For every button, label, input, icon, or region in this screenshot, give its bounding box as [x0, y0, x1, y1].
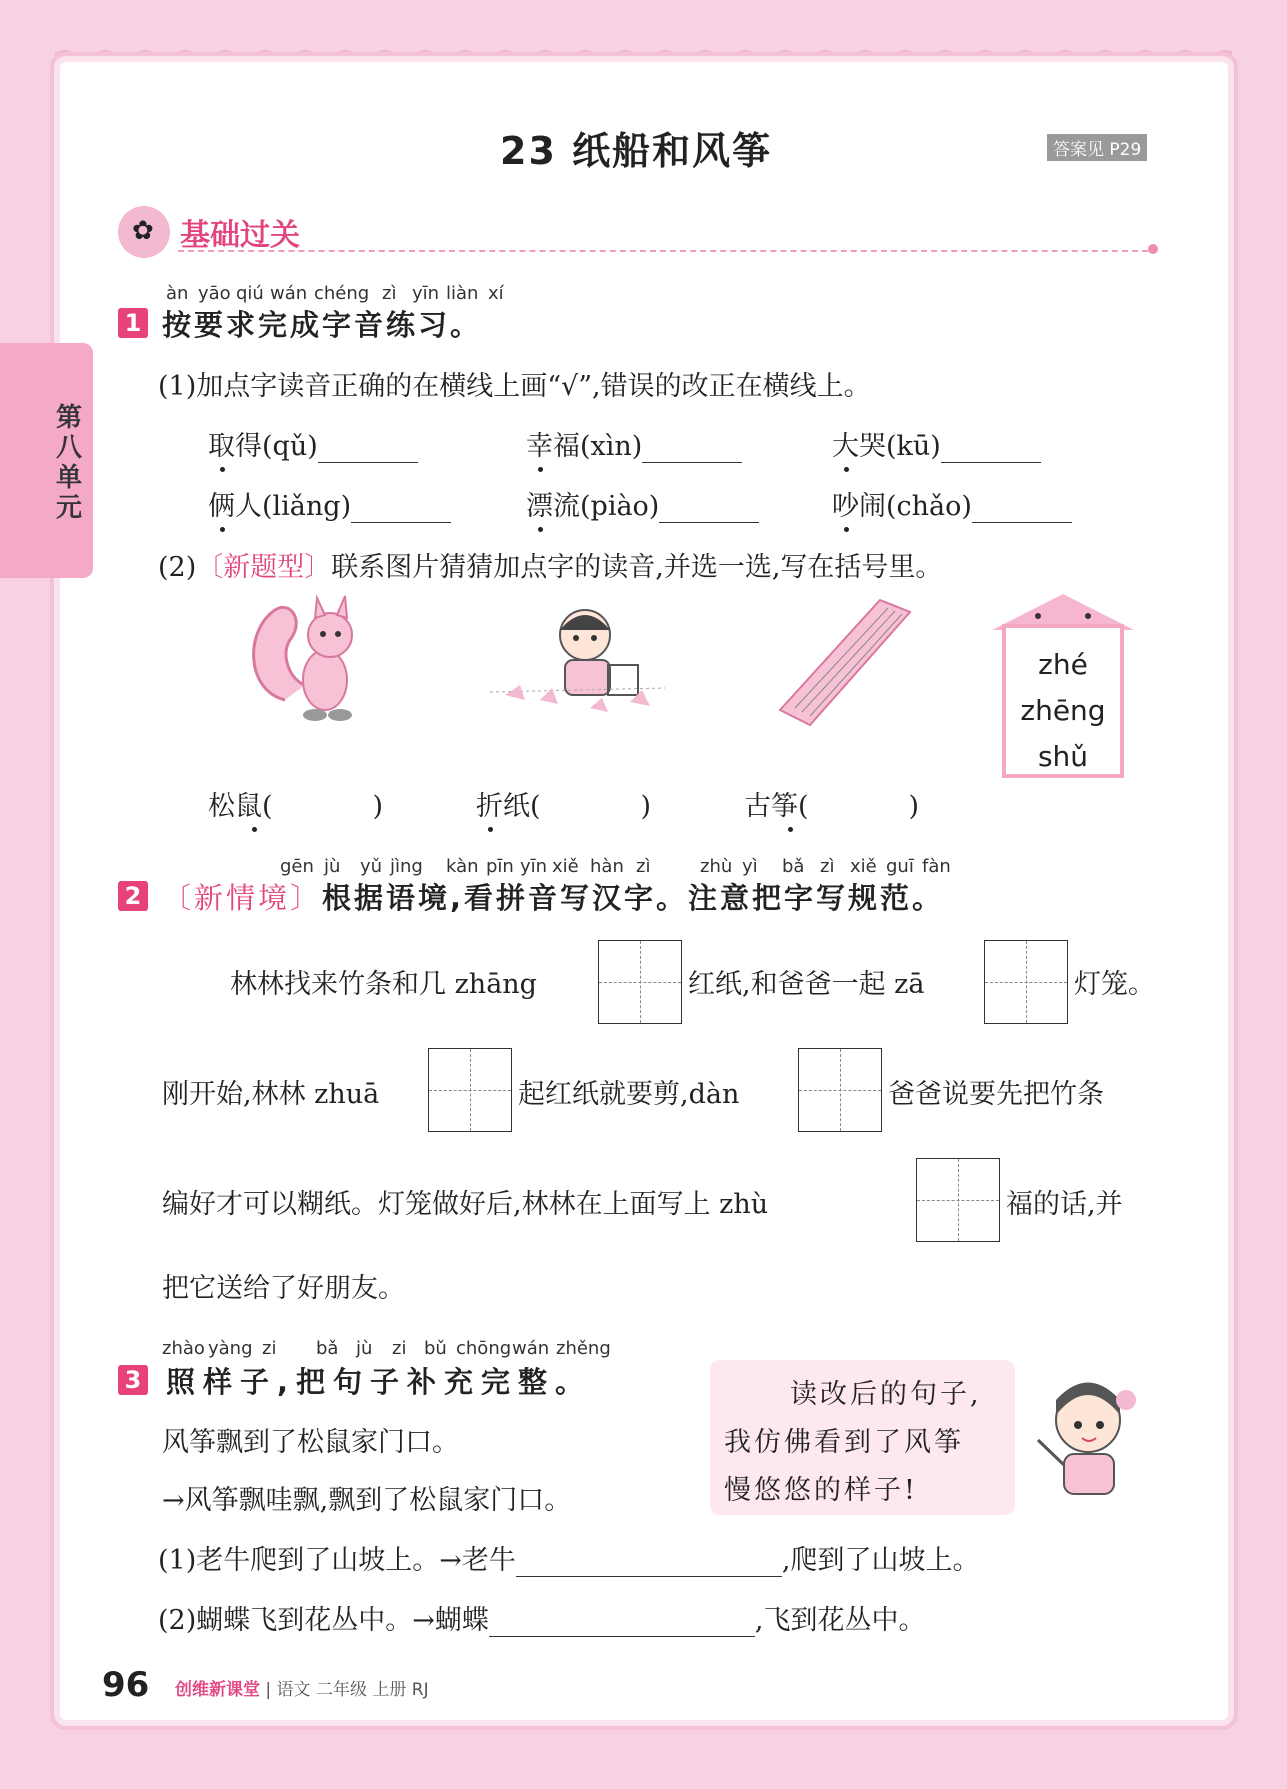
writing-box-zhang[interactable]: [598, 940, 682, 1024]
dotted-char: 大: [832, 431, 859, 462]
q2-line3a: 编好才可以糊纸。灯笼做好后,林林在上面写上 zhù: [162, 1189, 769, 1220]
pinyin: liàn: [446, 283, 479, 304]
q2-line1a: 林林找来竹条和几 zhāng: [230, 969, 537, 1000]
item-text: 福(xìn): [553, 431, 643, 462]
pinyin: jù: [324, 856, 341, 877]
q2-line2a: 刚开始,林林 zhuā: [162, 1079, 380, 1110]
answer-blank[interactable]: [941, 462, 1041, 463]
pinyin: xí: [488, 283, 504, 304]
q2-line3b: 福的话,并: [1006, 1189, 1123, 1220]
answer-blank[interactable]: [489, 1636, 755, 1637]
pinyin: qiú: [236, 283, 264, 304]
answer-blank[interactable]: [351, 522, 451, 523]
page-number: 96: [102, 1665, 150, 1705]
q1-instruction: 按要求完成字音练习。: [162, 308, 483, 342]
girl-picture: [1030, 1370, 1140, 1500]
fill-songshu: [208, 784, 383, 823]
item-text: 闹(chǎo): [859, 491, 972, 522]
q2-text: 根据语境,看拼音写汉字。注意把字写规范。: [322, 881, 945, 915]
option-zheng: zhēng: [1020, 694, 1106, 727]
pinyin: hàn: [590, 856, 624, 877]
q3-sentence-1: [158, 1538, 979, 1577]
fill-char: 纸(: [503, 791, 541, 822]
section-divider: [178, 250, 1148, 252]
q2-line1c: 灯笼。: [1074, 969, 1155, 1000]
fill-char: 古: [744, 791, 771, 822]
fill-guzheng: [744, 784, 919, 823]
writing-box-dan[interactable]: [798, 1048, 882, 1132]
dotted-char: 筝(: [771, 791, 809, 822]
pinyin: zi: [392, 1338, 407, 1359]
option-shu: shǔ: [1037, 740, 1089, 773]
hint-line-1: 读改后的句子,: [790, 1379, 982, 1410]
q3-example-2: →风筝飘哇飘,飘到了松鼠家门口。: [162, 1485, 572, 1516]
dotted-char: 折: [476, 791, 503, 822]
pinyin: wán: [270, 283, 308, 304]
pinyin: jìng: [390, 856, 423, 877]
sentence-suffix: ,爬到了山坡上。: [781, 1545, 980, 1576]
q3-instruction: 照样子,把句子补充完整。: [166, 1365, 593, 1399]
answer-blank[interactable]: [972, 522, 1072, 523]
hint-bubble: [710, 1360, 1015, 1515]
pinyin: pīn: [486, 856, 514, 877]
pinyin: zì: [820, 856, 835, 877]
pinyin: zhěng: [556, 1338, 611, 1359]
pinyin: xiě: [850, 856, 877, 877]
squirrel-picture: [245, 590, 375, 730]
fill-char: 松: [208, 791, 235, 822]
answer-reference-badge: 答案见 P29: [1047, 134, 1147, 161]
q1-item-3: [832, 424, 1041, 463]
writing-box-zhu[interactable]: [916, 1158, 1000, 1242]
q3-number: 3: [118, 1365, 148, 1395]
pinyin: zi: [262, 1338, 277, 1359]
pinyin: fàn: [922, 856, 951, 877]
sentence-prefix: (2)蝴蝶飞到花丛中。→蝴蝶: [158, 1605, 489, 1636]
sentence-suffix: ,飞到花丛中。: [754, 1605, 926, 1636]
pinyin: wán: [512, 1338, 550, 1359]
q1-sub1-instruction: (1)加点字读音正确的在横线上画“√”,错误的改正在横线上。: [158, 371, 871, 402]
dotted-char: 吵: [832, 491, 859, 522]
q2-line1b: 红纸,和爸爸一起 zā: [688, 969, 925, 1000]
pinyin: guī: [886, 856, 914, 877]
close-bracket: ): [908, 791, 920, 822]
q2-line4: 把它送给了好朋友。: [162, 1273, 405, 1304]
q1-item-5: [526, 484, 759, 523]
pinyin: zì: [382, 283, 397, 304]
q1-item-4: [208, 484, 451, 523]
dotted-char: 漂: [526, 491, 553, 522]
pinyin: yīn: [412, 283, 440, 304]
page-title: 23 纸船和风筝: [500, 129, 773, 173]
child-folding-paper-picture: [490, 600, 670, 720]
fill-zhezhi: [476, 784, 651, 823]
top-wave-border: [55, 48, 1232, 62]
q3-sentence-2: [158, 1598, 925, 1637]
pinyin: àn: [166, 283, 189, 304]
item-text: 哭(kū): [859, 431, 941, 462]
sub-number: (2): [158, 552, 197, 583]
divider-dot: [1148, 244, 1158, 254]
option-zhe: zhé: [1038, 648, 1088, 681]
answer-blank[interactable]: [516, 1576, 782, 1577]
q1-item-1: [208, 424, 418, 463]
item-text: 得(qǔ): [235, 431, 318, 462]
q1-item-2: [526, 424, 742, 463]
pinyin: chōng: [456, 1338, 512, 1359]
pinyin: xiě: [552, 856, 579, 877]
pinyin: bǎ: [782, 856, 805, 877]
pinyin: yì: [742, 856, 758, 877]
pinyin: yàng: [208, 1338, 253, 1359]
sub-text: 联系图片猜猜加点字的读音,并选一选,写在括号里。: [331, 552, 943, 583]
answer-blank[interactable]: [642, 462, 742, 463]
pinyin: zhào: [162, 1338, 205, 1359]
pinyin: yǔ: [360, 856, 383, 877]
hint-line-2: 我仿佛看到了风筝: [724, 1427, 964, 1458]
pinyin: yāo: [198, 283, 231, 304]
close-bracket: ): [372, 791, 384, 822]
writing-box-zhua[interactable]: [428, 1048, 512, 1132]
pinyin-options-house: [990, 590, 1136, 780]
pinyin: zì: [636, 856, 651, 877]
q2-instruction: [162, 876, 944, 917]
item-text: 流(piào): [553, 491, 660, 522]
new-type-tag: 〔新题型〕: [196, 552, 332, 583]
section-title: 基础过关: [180, 218, 300, 253]
q1-sub2-instruction: [158, 545, 942, 584]
pinyin: yīn: [520, 856, 548, 877]
book-info: 语文 二年级 上册 RJ: [276, 1680, 429, 1700]
hint-line-3: 慢悠悠的样子!: [724, 1475, 918, 1506]
q2-line2b: 起红纸就要剪,dàn: [518, 1079, 740, 1110]
writing-box-za[interactable]: [984, 940, 1068, 1024]
mascot-icon: ✿: [118, 206, 170, 258]
q1-number: 1: [118, 308, 148, 338]
dotted-char: 取: [208, 431, 235, 462]
section-header: [118, 200, 1158, 260]
q2-line2c: 爸爸说要先把竹条: [888, 1079, 1104, 1110]
guzheng-picture: [770, 590, 920, 730]
pinyin: zhù: [700, 856, 733, 877]
answer-blank[interactable]: [318, 462, 418, 463]
dotted-char: 俩: [208, 491, 235, 522]
pinyin: bǎ: [316, 1338, 339, 1359]
pinyin: chéng: [314, 283, 370, 304]
dotted-char: 幸: [526, 431, 553, 462]
pinyin: bǔ: [424, 1338, 447, 1359]
pinyin: gēn: [280, 856, 314, 877]
unit-side-tab: [0, 343, 93, 578]
pinyin: jù: [356, 1338, 373, 1359]
q1-item-6: [832, 484, 1072, 523]
unit-label: 第八单元: [56, 403, 83, 523]
brand-name: 创维新课堂: [175, 1680, 260, 1700]
answer-blank[interactable]: [659, 522, 759, 523]
footer-info: 创维新课堂 | 语文 二年级 上册 RJ: [175, 1680, 429, 1700]
q2-number: 2: [118, 881, 148, 911]
new-context-tag: 〔新情境〕: [162, 881, 323, 915]
sentence-prefix: (1)老牛爬到了山坡上。→老牛: [158, 1545, 516, 1576]
close-bracket: ): [640, 791, 652, 822]
dotted-char: 鼠(: [235, 791, 273, 822]
item-text: 人(liǎng): [235, 491, 352, 522]
q3-example-1: 风筝飘到了松鼠家门口。: [162, 1427, 459, 1458]
pinyin: kàn: [446, 856, 479, 877]
